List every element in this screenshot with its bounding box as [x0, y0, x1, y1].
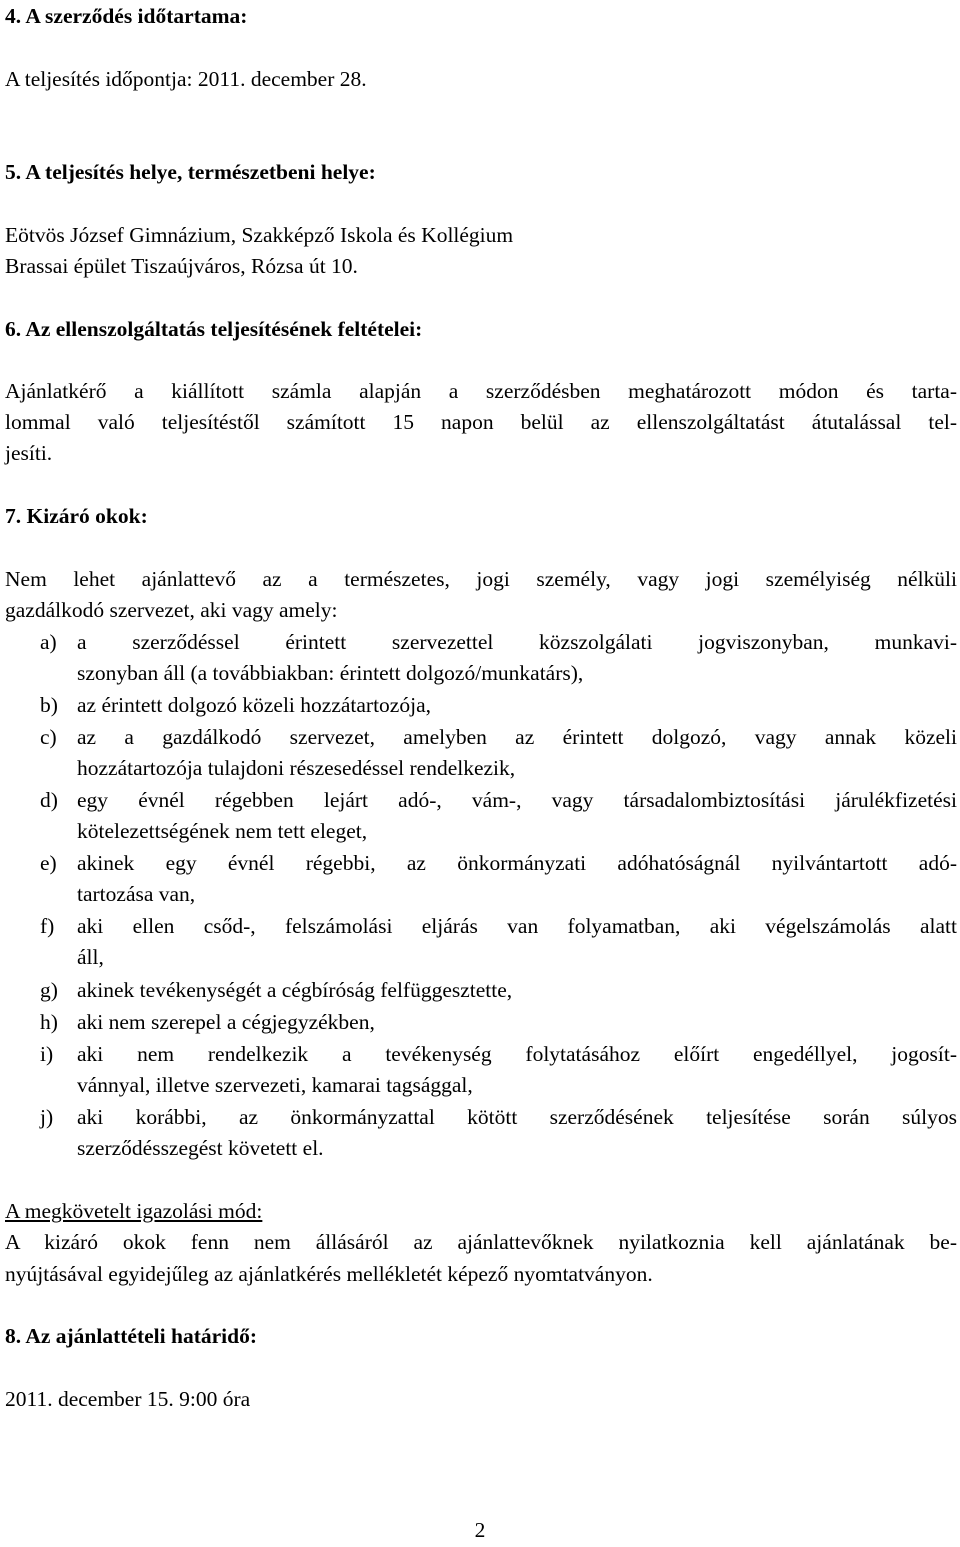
- list-item-label: j): [40, 1105, 54, 1129]
- list-item-line: vánnyal, illetve szervezeti, kamarai tagsággal,: [77, 1073, 473, 1097]
- list-item-line: aki ellen csőd-, felszámolási eljárás van folyamatban, aki végelszámolás alatt: [77, 914, 957, 938]
- proof-line: nyújtásával egyidejűleg az ajánlatkérés mellékletét képező nyomtatványon.: [5, 1262, 653, 1286]
- list-item-line: hozzátartozója tulajdoni részesedéssel rendelkezik,: [77, 756, 516, 780]
- section-6-line: lommal való teljesítéstől számított 15 napon belül az ellenszolgáltatást átutalással tel-: [5, 410, 957, 434]
- list-item-line: aki nem rendelkezik a tevékenység folytatásához előírt engedéllyel, jogosít-: [77, 1042, 957, 1066]
- section-4-heading: 4. A szerződés időtartama:: [5, 4, 248, 28]
- section-6-line: jesíti.: [5, 441, 53, 465]
- list-item-label: h): [40, 1010, 58, 1034]
- list-item-line: aki nem szerepel a cégjegyzékben,: [77, 1010, 375, 1034]
- list-item-line: kötelezettségének nem tett eleget,: [77, 819, 368, 843]
- list-item-line: áll,: [77, 945, 104, 969]
- section-5-line: Eötvös József Gimnázium, Szakképző Iskola és Kollégium: [5, 223, 514, 247]
- section-4-text: A teljesítés időpontja: 2011. december 28.: [5, 67, 367, 91]
- section-7-intro-line: Nem lehet ajánlattevő az a természetes, jogi személy, vagy jogi személyiség nélküli: [5, 567, 957, 591]
- list-item-label: d): [40, 788, 58, 812]
- section-5-heading: 5. A teljesítés helye, természetbeni helye:: [5, 160, 376, 184]
- section-8-heading: 8. Az ajánlattételi határidő:: [5, 1324, 257, 1348]
- list-item-label: b): [40, 693, 58, 717]
- section-8-text: 2011. december 15. 9:00 óra: [5, 1387, 251, 1411]
- proof-heading: A megkövetelt igazolási mód:: [5, 1199, 263, 1223]
- list-item-line: az érintett dolgozó közeli hozzátartozója,: [77, 693, 431, 717]
- list-item-label: i): [40, 1042, 54, 1066]
- list-item-line: akinek tevékenységét a cégbíróság felfüggesztette,: [77, 978, 513, 1002]
- list-item-label: e): [40, 851, 57, 875]
- list-item-line: akinek egy évnél régebbi, az önkormányzati adóhatóságnál nyilvántartott adó-: [77, 851, 957, 875]
- list-item-line: egy évnél régebben lejárt adó-, vám-, vagy társadalombiztosítási járulékfizetési: [77, 788, 957, 812]
- list-item-label: a): [40, 630, 57, 654]
- list-item-label: c): [40, 725, 57, 749]
- list-item-line: tartozása van,: [77, 882, 196, 906]
- list-item-line: szonyban áll (a továbbiakban: érintett dolgozó/munkatárs),: [77, 661, 584, 685]
- page-number: 2: [474, 1518, 486, 1542]
- section-6-heading: 6. Az ellenszolgáltatás teljesítésének feltételei:: [5, 317, 423, 341]
- section-7-heading: 7. Kizáró okok:: [5, 504, 148, 528]
- list-item-line: aki korábbi, az önkormányzattal kötött szerződésének teljesítése során súlyos: [77, 1105, 957, 1129]
- list-item-label: g): [40, 978, 58, 1002]
- list-item-line: a szerződéssel érintett szervezettel közszolgálati jogviszonyban, munkavi-: [77, 630, 957, 654]
- list-item-line: szerződésszegést követett el.: [77, 1136, 324, 1160]
- proof-line: A kizáró okok fenn nem állásáról az ajánlattevőknek nyilatkoznia kell ajánlatának be-: [5, 1230, 957, 1254]
- list-item-line: az a gazdálkodó szervezet, amelyben az érintett dolgozó, vagy annak közeli: [77, 725, 957, 749]
- list-item-label: f): [40, 914, 55, 938]
- section-5-line: Brassai épület Tiszaújváros, Rózsa út 10.: [5, 254, 358, 278]
- section-6-line: Ajánlatkérő a kiállított számla alapján a szerződésben meghatározott módon és tarta-: [5, 379, 957, 403]
- section-7-intro-line: gazdálkodó szervezet, aki vagy amely:: [5, 598, 338, 622]
